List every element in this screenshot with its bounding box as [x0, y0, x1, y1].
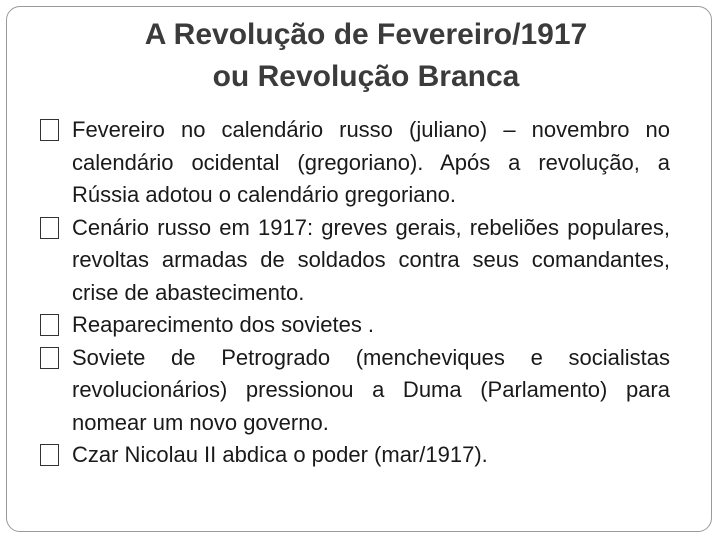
bullet-item — [40, 309, 670, 342]
missing-glyph-box-icon — [40, 314, 59, 336]
slide-title — [0, 14, 720, 98]
bullet-text: Cenário russo em 1917: greves gerais, rebeliões populares, revoltas armadas de soldados contra seus comandantes, crise de abastecimento. — [72, 214, 670, 305]
bullet-item — [40, 212, 670, 310]
bullet-item — [40, 342, 670, 440]
missing-glyph-box-icon — [40, 444, 59, 466]
bullet-text: Soviete de Petrogrado (mencheviques e socialistas revolucionários) pressionou a Duma (Parlamento) para nomear um novo governo. — [72, 344, 670, 435]
bullet-item — [40, 439, 670, 472]
bullet-text: Czar Nicolau II abdica o poder (mar/1917). — [72, 442, 488, 467]
missing-glyph-box-icon — [40, 217, 59, 239]
slide-title-line-2: ou Revolução Branca — [212, 60, 520, 93]
bullet-text: Reaparecimento dos sovietes . — [72, 312, 375, 337]
bullet-list — [40, 114, 670, 472]
bullet-text: Fevereiro no calendário russo (juliano) – novembro no calendário ocidental (gregoriano). Após a revolução, a Rússia adotou o calendário gregoriano. — [72, 117, 670, 207]
missing-glyph-box-icon — [40, 119, 59, 141]
slide-title-line-1: A Revolução de Fevereiro/1917 — [144, 18, 588, 51]
bullet-item — [40, 114, 670, 212]
missing-glyph-box-icon — [40, 347, 59, 369]
